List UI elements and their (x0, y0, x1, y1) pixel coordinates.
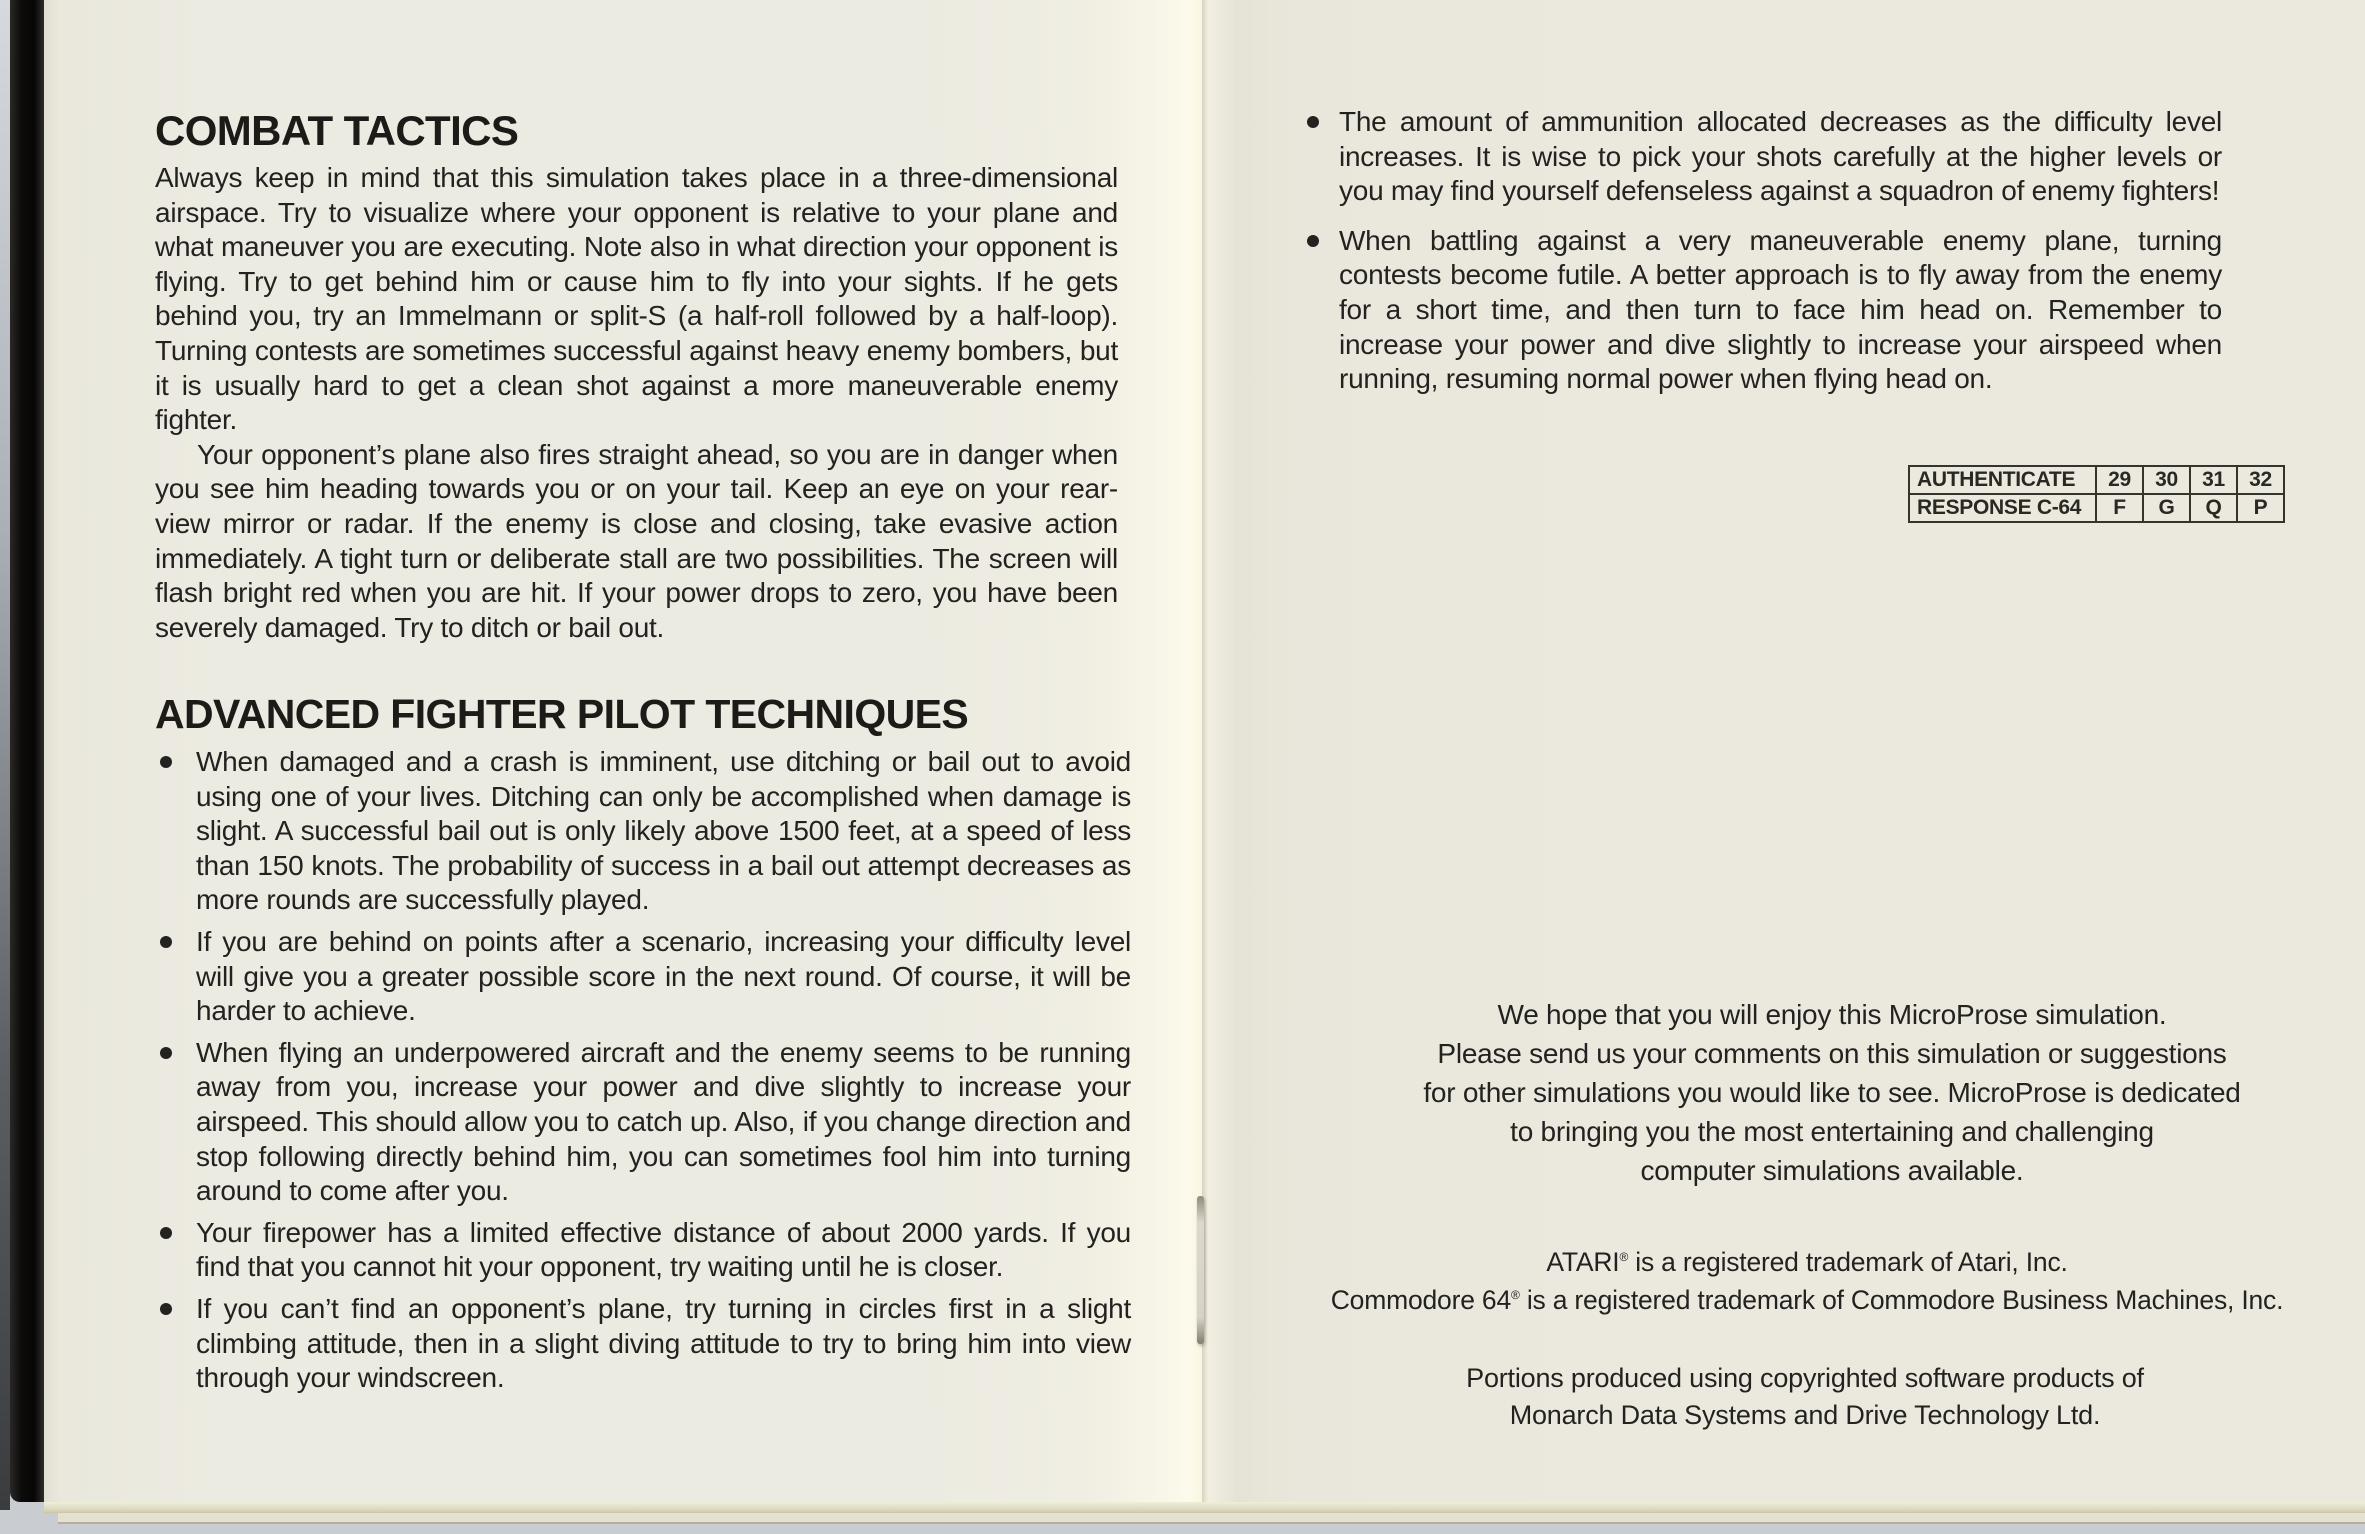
auth-table-row (1909, 494, 2284, 522)
combat-notes-bullet-list (1306, 105, 2222, 412)
auth-value-cell: 32 (2237, 466, 2284, 494)
credits-line: Monarch Data Systems and Drive Technology Ltd. (1509, 1400, 2101, 1430)
auth-value-cell: 30 (2143, 466, 2190, 494)
bullet-item: If you are behind on points after a scenario, increasing your difficulty level will give you a greater possible score in the next round. Of course, it will be harder to achieve. (155, 925, 1131, 1029)
credits-line: Portions produced using copyrighted software products of (1466, 1363, 2144, 1393)
trademark-name: Commodore 64 (1330, 1285, 1511, 1315)
trademark-text: is a registered trademark of Commodore Business Machines, Inc. (1519, 1285, 2284, 1315)
combat-tactics-paragraph-2: Your opponent’s plane also fires straight ahead, so you are in danger when you see him heading towards you or on your tail. Keep an eye on your rear-view mirror or radar. If the enemy is close and closing, take evasive action immediately. A tight turn or deliberate stall are two possibilities. The screen will flash bright red when you are hit. If your power drops to zero, you have been severely damaged. Try to ditch or bail out. (155, 438, 1118, 643)
advanced-techniques-bullet-list (155, 745, 1131, 1403)
authenticate-table (1908, 465, 2285, 523)
combat-tactics-body (155, 161, 1118, 645)
spine-staple (1197, 1196, 1204, 1344)
auth-table-row (1909, 466, 2284, 494)
closing-paragraph (1307, 995, 2357, 1190)
auth-value-cell: G (2143, 494, 2190, 522)
closing-line: to bringing you the most entertaining and challenging (1510, 1116, 2154, 1147)
trademark-text: is a registered trademark of Atari, Inc. (1628, 1247, 2068, 1277)
bullet-item: Your firepower has a limited effective distance of about 2000 yards. If you find that you cannot hit your opponent, try waiting until he is closer. (155, 1216, 1131, 1285)
trademark-block (1247, 1243, 2365, 1319)
auth-value-cell: 31 (2190, 466, 2237, 494)
auth-value-cell: Q (2190, 494, 2237, 522)
combat-tactics-heading: COMBAT TACTICS (155, 107, 519, 154)
bullet-item: When flying an underpowered aircraft and the enemy seems to be running away from you, increase your power and dive slightly to increase your airspeed. This should allow you to catch up. Also, if you change direction and stop following directly behind him, you can sometimes fool him into turning around to come after you. (155, 1036, 1131, 1209)
bullet-item: When battling against a very maneuverable enemy plane, turning contests become futile. A better approach is to fly away from the enemy for a short time, and then turn to face him head on. Remember to increase your power and dive slightly to increase your airspeed when running, resuming normal power when flying head on. (1306, 224, 2222, 397)
advanced-techniques-heading: ADVANCED FIGHTER PILOT TECHNIQUES (155, 691, 969, 737)
trademark-name: ATARI (1546, 1247, 1620, 1277)
credits-block (1280, 1360, 2330, 1434)
auth-value-cell: P (2237, 494, 2284, 522)
combat-tactics-paragraph-1: Always keep in mind that this simulation takes place in a three-dimensional airspace. Try to visualize where your opponent is relative to your plane and what maneuver you are executing. Note also in what direction your opponent is flying. Try to get behind him or cause him to fly into your sights. If he gets behind you, try an Immelmann or split-S (a half-roll followed by a half-loop). Turning contests are sometimes successful against heavy enemy bombers, but it is usually hard to get a clean shot against a more maneuverable enemy fighter. (155, 162, 1118, 436)
page-bottom-edge (44, 1502, 2365, 1513)
auth-value-cell: 29 (2096, 466, 2143, 494)
page-bottom-edge (58, 1513, 2365, 1524)
auth-label-cell: AUTHENTICATE (1909, 466, 2096, 494)
closing-line: computer simulations available. (1640, 1155, 2024, 1186)
book-left-edge (10, 0, 44, 1502)
scanner-edge-sliver (0, 0, 10, 1510)
trademark-line-atari (1247, 1243, 2365, 1281)
auth-value-cell: F (2096, 494, 2143, 522)
trademark-line-commodore (1247, 1281, 2365, 1319)
bullet-item: If you can’t find an opponent’s plane, try turning in circles first in a slight climbing attitude, then in a slight diving attitude to try to bring him into view through your windscreen. (155, 1292, 1131, 1396)
closing-line: We hope that you will enjoy this MicroProse simulation. (1497, 999, 2167, 1030)
closing-line: for other simulations you would like to see. MicroProse is dedicated (1423, 1077, 2241, 1108)
bullet-item: When damaged and a crash is imminent, use ditching or bail out to avoid using one of your lives. Ditching can only be accomplished when damage is slight. A successful bail out is only likely above 1500 feet, at a speed of less than 150 knots. The probability of success in a bail out attempt decreases as more rounds are successfully played. (155, 745, 1131, 918)
registered-mark: ® (1619, 1250, 1629, 1265)
registered-mark: ® (1511, 1288, 1520, 1303)
closing-line: Please send us your comments on this simulation or suggestions (1437, 1038, 2227, 1069)
auth-label-cell: RESPONSE C-64 (1909, 494, 2096, 522)
bullet-item: The amount of ammunition allocated decreases as the difficulty level increases. It is wise to pick your shots carefully at the higher levels or you may find yourself defenseless against a squadron of enemy fighters! (1306, 105, 2222, 209)
